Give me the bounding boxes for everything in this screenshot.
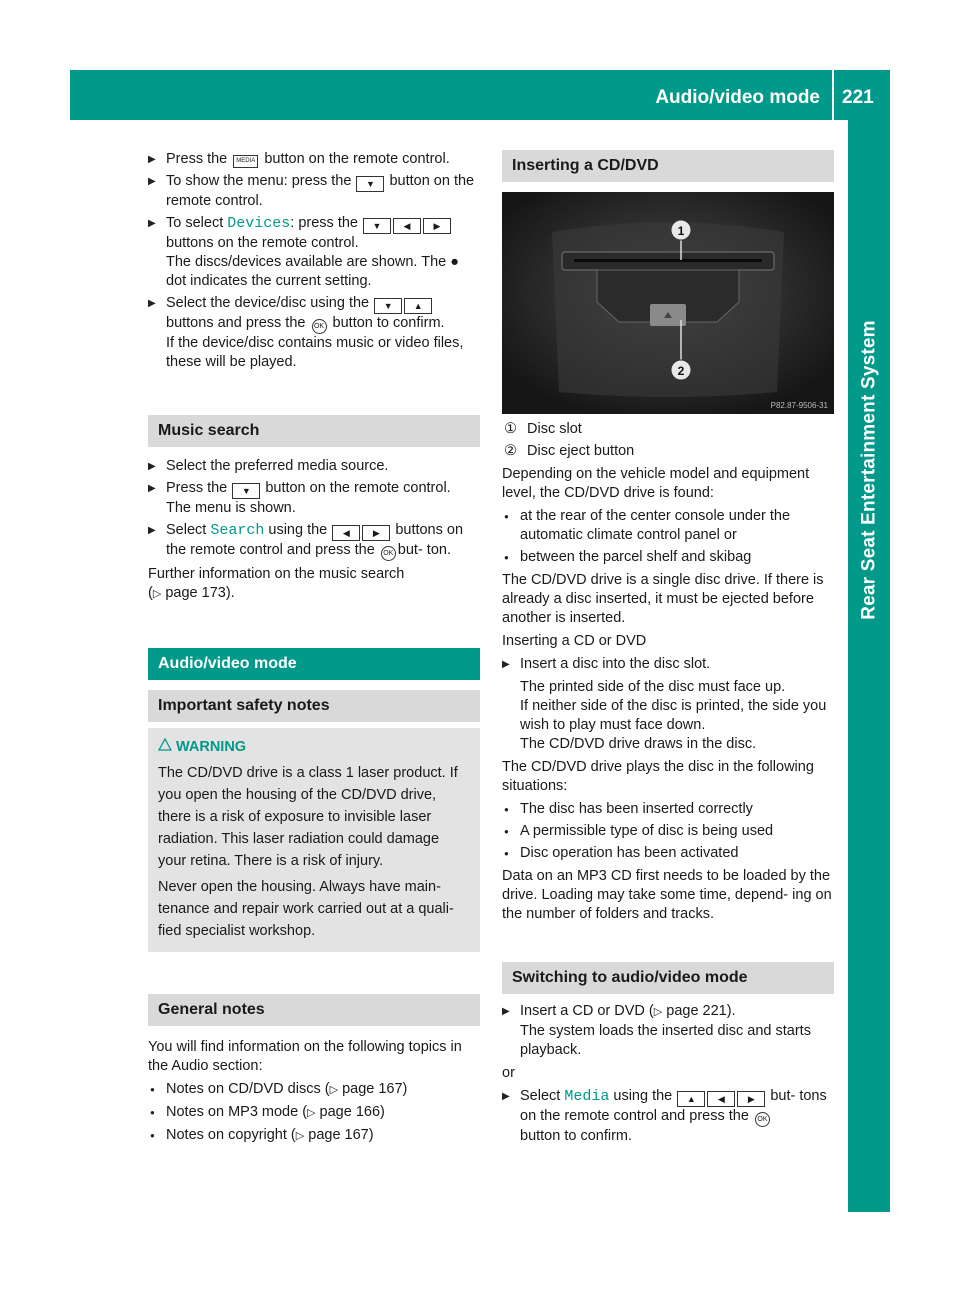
media-button-icon: MEDIA bbox=[233, 155, 258, 168]
page-ref-arrow-icon: ▷ bbox=[653, 1006, 663, 1018]
step-select-media: ▶ Select Media using the ▲ ◀ ▶ but- tons on the remote control and press the OK button to confirm. bbox=[502, 1087, 834, 1146]
page-ref-arrow-icon: ▷ bbox=[307, 1107, 316, 1119]
side-tab-marker bbox=[849, 705, 889, 745]
down-button-icon: ▼ bbox=[356, 176, 384, 192]
safety-heading: Important safety notes bbox=[148, 690, 480, 722]
step-select-disc: ▶ Select the device/disc using the ▼ ▲ buttons and press the OK button to confirm. If the device/disc contains music or video files, these will be played. bbox=[148, 294, 480, 372]
music-search-further-info: Further information on the music search (▷ page 173). bbox=[148, 566, 405, 601]
list-item: ● The disc has been inserted correctly bbox=[502, 800, 834, 819]
warning-title-row: WARNING bbox=[158, 736, 470, 758]
right-button-icon: ▶ bbox=[423, 218, 451, 234]
svg-text:1: 1 bbox=[677, 224, 685, 238]
list-item: ● Disc operation has been activated bbox=[502, 844, 834, 863]
page-number: 221 bbox=[842, 87, 874, 108]
right-button-icon: ▶ bbox=[737, 1091, 765, 1107]
inserting-subheading: Inserting a CD or DVD bbox=[502, 633, 647, 649]
up-button-icon: ▲ bbox=[677, 1091, 705, 1107]
down-button-icon: ▼ bbox=[374, 298, 402, 314]
general-notes-intro: You will find information on the following topics in the Audio section: bbox=[148, 1039, 462, 1074]
section-title: Audio/video mode bbox=[655, 87, 820, 108]
ok-button-icon: OK bbox=[312, 319, 327, 334]
right-column bbox=[502, 150, 834, 1149]
photo-code: P82.87-9506-31 bbox=[770, 401, 828, 410]
cd-drive-illustration bbox=[502, 192, 834, 414]
left-column bbox=[148, 150, 480, 1149]
plays-intro: The CD/DVD drive plays the disc in the following situations: bbox=[502, 759, 814, 794]
music-search-heading: Music search bbox=[148, 415, 480, 447]
list-item: ● Notes on CD/DVD discs (▷ page 167) bbox=[148, 1080, 480, 1100]
step-select-search: ▶ Select Search using the ◀ ▶ buttons on the remote control and press the OK but- ton. bbox=[148, 521, 480, 561]
up-button-icon: ▲ bbox=[404, 298, 432, 314]
step-insert-disc: ▶ Insert a disc into the disc slot. The printed side of the disc must face up. If neither side of the disc is printed, the side you wish to play must face down. The CD/DVD drive draws in the disc. bbox=[502, 655, 834, 754]
cd-drive-photo bbox=[502, 192, 834, 414]
callout-2: ② Disc eject button bbox=[504, 443, 635, 459]
or-text: or bbox=[502, 1065, 515, 1081]
warning-text-2: Never open the housing. Always have main- tenance and repair work carried out at a quali- fied specialist workshop. bbox=[158, 879, 454, 939]
down-button-icon: ▼ bbox=[363, 218, 391, 234]
drive-location-intro: Depending on the vehicle model and equipment level, the CD/DVD drive is found: bbox=[502, 466, 810, 501]
list-item: ● A permissible type of disc is being used bbox=[502, 822, 834, 841]
list-item: ● between the parcel shelf and skibag bbox=[502, 548, 834, 567]
page-ref-arrow-icon: ▷ bbox=[329, 1084, 339, 1096]
warning-box bbox=[148, 728, 480, 952]
list-item: ● at the rear of the center console under the automatic climate control panel or bbox=[502, 507, 834, 545]
list-item: ● Notes on copyright (▷ page 167) bbox=[148, 1126, 480, 1146]
side-tab-label: Rear Seat Entertainment System bbox=[858, 320, 880, 620]
general-notes-heading: General notes bbox=[148, 994, 480, 1026]
callout-number-2: ② bbox=[504, 443, 517, 459]
side-tab-band bbox=[848, 120, 890, 1212]
single-disc-note: The CD/DVD drive is a single disc drive. If there is already a disc inserted, it must be ejected before another is inserted. bbox=[502, 572, 824, 626]
step-press-media: ▶ Press the MEDIA button on the remote control. bbox=[148, 150, 480, 169]
inserting-heading: Inserting a CD/DVD bbox=[502, 150, 834, 182]
search-menu-item: Search bbox=[210, 522, 265, 539]
list-item: ● Notes on MP3 mode (▷ page 166) bbox=[148, 1103, 480, 1123]
warning-text-1: The CD/DVD drive is a class 1 laser product. If you open the housing of the CD/DVD drive, there is a risk of exposure to invisible laser radiation. This laser radiation could damage your retina. There is a risk of injury. bbox=[158, 765, 458, 869]
step-insert-cd: ▶ Insert a CD or DVD (▷ page 221). The system loads the inserted disc and starts playback. bbox=[502, 1002, 834, 1060]
step-select-devices: ▶ To select Devices: press the ▼ ◀ ▶ buttons on the remote control. The discs/devices available are shown. The ● dot indicates the current setting. bbox=[148, 214, 480, 291]
audio-video-heading: Audio/video mode bbox=[148, 648, 480, 680]
svg-text:2: 2 bbox=[677, 364, 685, 378]
page-ref-arrow-icon: ▷ bbox=[295, 1130, 305, 1142]
step-show-menu: ▶ To show the menu: press the ▼ button on the remote control. bbox=[148, 172, 480, 211]
media-menu-item: Media bbox=[564, 1088, 610, 1105]
warning-triangle-icon bbox=[158, 736, 176, 758]
devices-menu-item: Devices bbox=[227, 215, 291, 232]
step-press-down: ▶ Press the ▼ button on the remote control. The menu is shown. bbox=[148, 479, 480, 518]
page-ref-arrow-icon: ▷ bbox=[152, 588, 162, 600]
switching-heading: Switching to audio/video mode bbox=[502, 962, 834, 994]
mp3-note: Data on an MP3 CD first needs to be loaded by the drive. Loading may take some time, depend- ing on the number of folders and tracks. bbox=[502, 868, 832, 922]
right-button-icon: ▶ bbox=[362, 525, 390, 541]
left-button-icon: ◀ bbox=[332, 525, 360, 541]
callout-number-1: ① bbox=[504, 421, 517, 437]
left-button-icon: ◀ bbox=[393, 218, 421, 234]
header-separator bbox=[832, 70, 834, 120]
left-button-icon: ◀ bbox=[707, 1091, 735, 1107]
callout-1: ① Disc slot bbox=[504, 421, 582, 437]
ok-button-icon: OK bbox=[755, 1112, 770, 1127]
down-button-icon: ▼ bbox=[232, 483, 260, 499]
step-select-source: ▶ Select the preferred media source. bbox=[148, 457, 480, 476]
ok-button-icon: OK bbox=[381, 546, 396, 561]
